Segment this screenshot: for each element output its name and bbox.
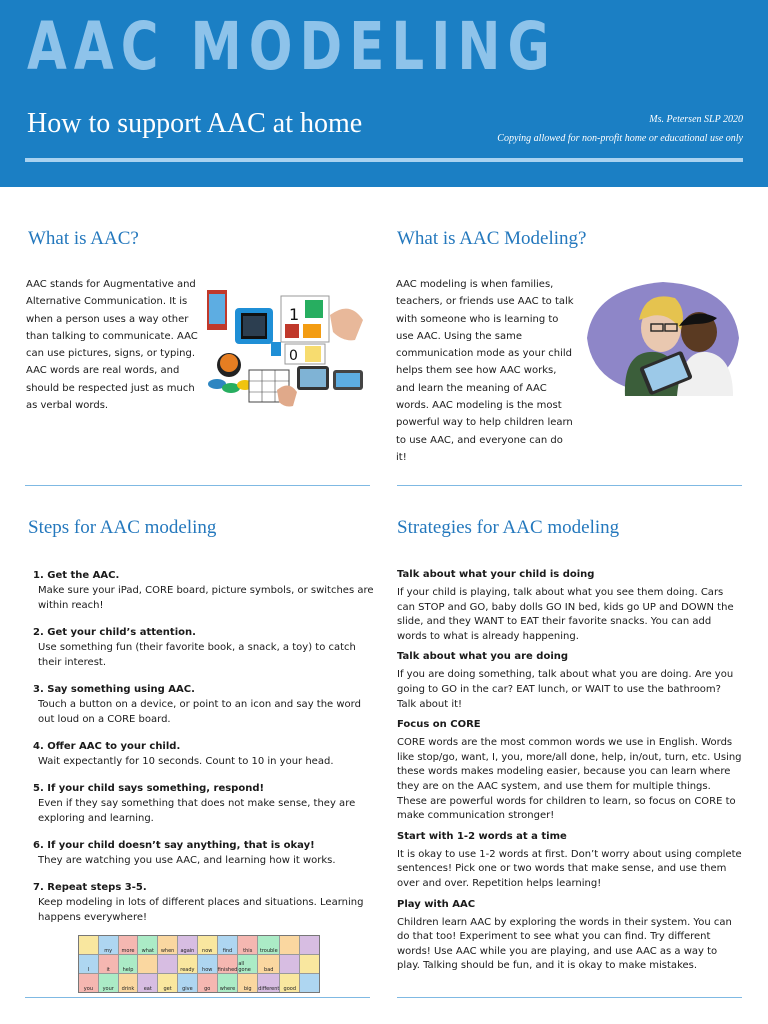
page-title: AAC MODELING [27, 8, 557, 85]
core-board-image [78, 935, 320, 993]
svg-text:1: 1 [289, 305, 300, 324]
board-cell [280, 936, 299, 954]
list-item [33, 838, 378, 868]
strategies-title: Strategies for AAC modeling [397, 517, 620, 538]
board-cell: again [178, 936, 197, 954]
list-item [33, 739, 378, 769]
board-cell: you [79, 974, 98, 992]
board-cell: finished [218, 955, 238, 973]
step-heading: 2. Get your child’s attention. [33, 627, 196, 638]
board-cell: where [218, 974, 238, 992]
board-cell [158, 955, 177, 973]
board-cell [300, 955, 319, 973]
step-heading: 6. If your child doesn’t say anything, that is okay! [33, 840, 315, 851]
step-text: Use something fun (their favorite book, a snack, a toy) to catch their interest. [38, 642, 356, 668]
step-text: Even if they say something that does not make sense, they are exploring and learning. [38, 798, 356, 824]
board-cell [300, 974, 319, 992]
step-text: Wait expectantly for 10 seconds. Count to 10 in your head. [38, 756, 334, 767]
list-item [33, 880, 378, 925]
board-cell: help [119, 955, 138, 973]
strategy-heading: Play with AAC [397, 898, 476, 910]
board-cell: it [99, 955, 118, 973]
page-subtitle: How to support AAC at home [27, 108, 363, 139]
what-is-aac-title: What is AAC? [28, 228, 139, 249]
copyright-note: Copying allowed for non-profit home or educational use only [497, 133, 743, 144]
step-text: Make sure your iPad, CORE board, picture symbols, or switches are within reach! [38, 585, 374, 611]
divider-left-bottom [25, 997, 370, 998]
board-cell: drink [119, 974, 138, 992]
strategy-heading: Focus on CORE [397, 719, 481, 731]
strategy-text: It is okay to use 1-2 words at first. Don’t worry about using complete sentences! Pick one or two words that make sense, and use them over and over. Repetition helps learning! [397, 848, 742, 889]
step-text: They are watching you use AAC, and learning how it works. [38, 855, 336, 866]
credit-block [497, 110, 743, 148]
board-cell: big [238, 974, 257, 992]
board-cell: my [99, 936, 118, 954]
board-cell: good [280, 974, 299, 992]
board-cell: I [79, 955, 98, 973]
board-cell: bad [258, 955, 279, 973]
board-cell: what [138, 936, 157, 954]
strategy-text: CORE words are the most common words we use in English. Words like stop/go, want, I, you, more/all done, help, in/out, turn, etc. Using these words makes modeling easier, because you can learn where they are on the AAC system, and use them for multiple things. These are powerful words for children to learn, so focus on CORE to make communication stronger! [397, 737, 742, 822]
board-cell: find [218, 936, 238, 954]
step-heading: 4. Offer AAC to your child. [33, 741, 181, 752]
steps-title: Steps for AAC modeling [28, 517, 217, 538]
what-is-modeling-text: AAC modeling is when families, teachers, or friends use AAC to talk with someone who is learning to use AAC. Using the same communication mode as your child helps them see how AAC works, and learn the meaning of AAC words. AAC modeling is the most powerful way to help children learn to use AAC, and everyone can do it! [396, 279, 574, 463]
board-cell: this [238, 936, 257, 954]
board-cell: now [198, 936, 217, 954]
board-cell: give [178, 974, 197, 992]
board-cell: all gone [238, 955, 257, 973]
strategies-list [397, 567, 742, 979]
svg-text:0: 0 [289, 348, 298, 364]
strategy-heading: Start with 1-2 words at a time [397, 830, 567, 842]
header-divider [25, 158, 743, 162]
board-cell [280, 955, 299, 973]
step-text: Keep modeling in lots of different places and situations. Learning happens everywhere! [38, 897, 364, 923]
board-cell: eat [138, 974, 157, 992]
board-cell [79, 936, 98, 954]
what-is-aac-text: AAC stands for Augmentative and Alternative Communication. It is when a person uses a way other than talking to communicate. AAC can use pictures, signs, or typing. AAC words are real words, and should be respected just as much as verbal words. [26, 279, 198, 412]
board-cell [300, 936, 319, 954]
board-cell: different [258, 974, 279, 992]
header-banner [0, 0, 768, 187]
strategy-text: If you are doing something, talk about what you are doing. Are you going to GO in the car? EAT lunch, or WAIT to use the bathroom? Talk about it! [397, 669, 734, 710]
strategy-heading: Talk about what your child is doing [397, 569, 595, 580]
board-cell: trouble [258, 936, 279, 954]
board-cell: go [198, 974, 217, 992]
strategy-text: If your child is playing, talk about what you see them doing. Cars can STOP and GO, baby dolls GO IN bed, kids go UP and DOWN the slide, and they WANT to EAT their favorite snacks. You can add words to what is already happening. [397, 587, 734, 642]
board-cell: get [158, 974, 177, 992]
step-heading: 7. Repeat steps 3-5. [33, 882, 147, 893]
strategy-text: Children learn AAC by exploring the words in their system. You can do that too! Experiment to see what you can find. Try different words! Use AAC while you are playing, and use AAC as a way to play. Talking should be fun, and it is okay to make mistakes. [397, 916, 732, 972]
aac-devices-image [205, 280, 365, 410]
step-text: Touch a button on a device, or point to an icon and say the word out loud on a CORE board. [38, 699, 361, 725]
modeling-illustration [583, 280, 743, 396]
list-item [33, 568, 378, 613]
steps-list [33, 568, 378, 937]
step-heading: 1. Get the AAC. [33, 570, 120, 581]
board-cell: your [99, 974, 118, 992]
author-credit: Ms. Petersen SLP 2020 [649, 114, 743, 125]
list-item [33, 625, 378, 670]
board-cell: ready [178, 955, 197, 973]
board-cell: when [158, 936, 177, 954]
board-cell [138, 955, 157, 973]
step-heading: 3. Say something using AAC. [33, 684, 195, 695]
strategy-heading: Talk about what you are doing [397, 651, 569, 663]
step-heading: 5. If your child says something, respond! [33, 783, 265, 794]
board-cell: how [198, 955, 217, 973]
divider-left-top [25, 485, 370, 486]
what-is-modeling-title: What is AAC Modeling? [397, 228, 587, 249]
divider-right-bottom [397, 997, 742, 998]
list-item [33, 781, 378, 826]
list-item [33, 682, 378, 727]
divider-right-top [397, 485, 742, 486]
board-cell: more [119, 936, 138, 954]
